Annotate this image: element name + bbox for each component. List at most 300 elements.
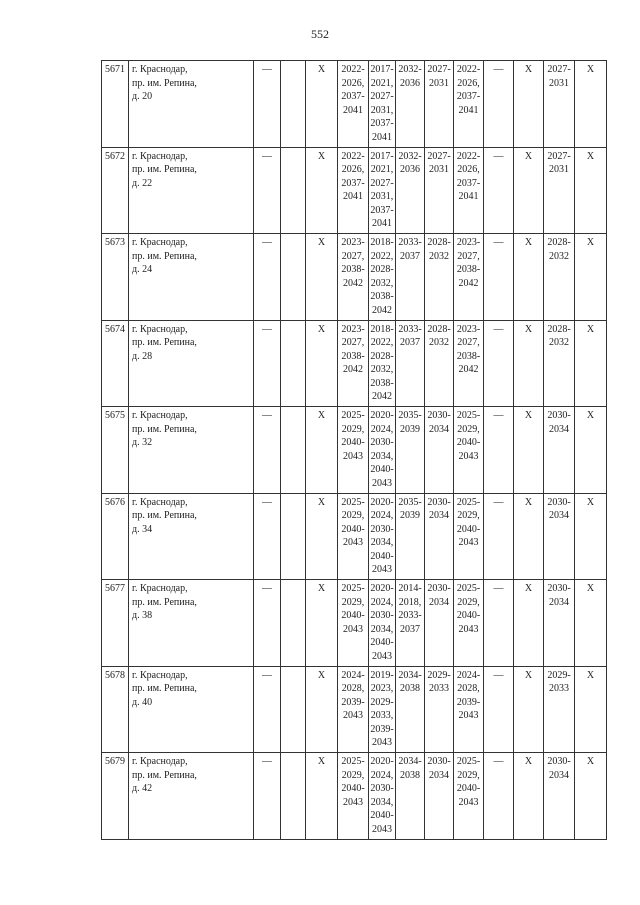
- c13-line: 2029-: [547, 669, 571, 681]
- c6-line: 2023-: [341, 237, 365, 248]
- address-line: г. Краснодар,: [132, 237, 188, 248]
- c7-line: 2018-: [370, 237, 394, 248]
- c6-line: 2037-: [341, 91, 365, 102]
- c7-line: 2027-: [370, 91, 394, 102]
- c11-value: —: [493, 64, 504, 75]
- period-cell: [454, 61, 484, 148]
- c14-value: X: [586, 64, 595, 75]
- table-row: [102, 666, 607, 753]
- c7-line: 2027-: [370, 177, 394, 189]
- c7-line: 2020-: [370, 496, 394, 508]
- mark-cell: [575, 61, 607, 148]
- c6-line: 2027,: [341, 337, 365, 348]
- c14-value: X: [586, 323, 595, 335]
- c10-line: 2025-: [456, 583, 481, 594]
- c7-line: 2042: [372, 304, 392, 316]
- period-cell: [369, 666, 396, 753]
- c7-line: 2043: [372, 477, 392, 489]
- period-cell: [454, 320, 484, 407]
- c9-line: 2034: [429, 510, 449, 521]
- address-cell: [129, 753, 254, 840]
- dash-cell: [484, 666, 514, 753]
- c7-line: 2041: [372, 131, 392, 143]
- mark-cell: [575, 234, 607, 321]
- c12-value: X: [524, 237, 533, 248]
- period-cell: [338, 320, 369, 407]
- address-line: д. 34: [132, 523, 153, 535]
- c9-line: 2030-: [427, 756, 451, 767]
- c7-line: 2034,: [370, 796, 394, 808]
- period-cell: [425, 320, 454, 407]
- c7-line: 2023,: [370, 683, 394, 694]
- c7-line: 2041: [372, 218, 392, 229]
- c6-line: 2025-: [341, 410, 365, 421]
- c8-line: 2035-: [398, 496, 422, 508]
- id-value: 5675: [105, 410, 125, 421]
- dash-cell: [484, 493, 514, 580]
- c10-line: 2043: [458, 450, 479, 462]
- c10-line: 2025-: [456, 410, 481, 421]
- id-value: 5677: [105, 583, 125, 594]
- c7-line: 2040-: [370, 810, 394, 821]
- dash-cell: [254, 666, 281, 753]
- period-cell: [454, 407, 484, 494]
- c13-line: 2030-: [547, 410, 571, 421]
- c5-value: X: [317, 64, 326, 75]
- c10-line: 2043: [458, 796, 479, 808]
- id-value: 5679: [105, 756, 125, 767]
- c11-value: —: [493, 410, 504, 421]
- c6-line: 2025-: [341, 496, 365, 508]
- c10-line: 2041: [458, 191, 479, 202]
- c10-line: 2023-: [456, 323, 481, 335]
- c8-line: 2038: [400, 683, 420, 694]
- c7-line: 2038-: [370, 291, 394, 302]
- period-cell: [425, 753, 454, 840]
- period-cell: [425, 147, 454, 234]
- address-line: г. Краснодар,: [132, 64, 188, 75]
- c8-line: 2037: [400, 623, 420, 635]
- c3-value: —: [262, 496, 272, 508]
- period-cell: [544, 580, 575, 667]
- period-cell: [454, 580, 484, 667]
- dash-cell: [484, 753, 514, 840]
- c6-line: 2027,: [341, 250, 365, 262]
- c7-line: 2037-: [370, 118, 394, 129]
- c12-value: X: [524, 756, 533, 767]
- c12-value: X: [524, 669, 533, 681]
- c10-line: 2042: [458, 277, 479, 289]
- c10-line: 2025-: [456, 756, 481, 767]
- c7-line: 2043: [372, 650, 392, 662]
- c8-line: 2035-: [398, 410, 422, 421]
- c8-line: 2038: [400, 769, 420, 781]
- table-row: [102, 407, 607, 494]
- address-line: д. 32: [132, 437, 153, 448]
- c8-line: 2033-: [398, 610, 422, 621]
- c6-line: 2042: [343, 277, 363, 289]
- c9-line: 2030-: [427, 496, 451, 508]
- c6-line: 2039-: [341, 696, 365, 708]
- c9-line: 2034: [429, 769, 449, 781]
- c8-line: 2033-: [398, 323, 422, 335]
- c10-line: 2038-: [456, 264, 481, 275]
- period-cell: [544, 493, 575, 580]
- period-cell: [396, 234, 425, 321]
- c14-value: X: [586, 237, 595, 248]
- table-row: [102, 580, 607, 667]
- c7-line: 2021,: [370, 77, 394, 89]
- c7-line: 2032,: [370, 364, 394, 375]
- period-cell: [544, 320, 575, 407]
- row-id-cell: [102, 493, 129, 580]
- dash-cell: [484, 320, 514, 407]
- period-cell: [396, 753, 425, 840]
- period-cell: [338, 493, 369, 580]
- page-number: 552: [311, 27, 329, 41]
- c6-line: 2026,: [341, 77, 365, 89]
- address-line: пр. им. Репина,: [132, 250, 197, 262]
- mark-cell: [514, 493, 544, 580]
- c6-line: 2042: [343, 364, 363, 375]
- address-line: пр. им. Репина,: [132, 596, 197, 608]
- period-cell: [338, 61, 369, 148]
- c13-line: 2028-: [547, 323, 571, 335]
- mark-cell: [514, 753, 544, 840]
- address-line: г. Краснодар,: [132, 583, 188, 594]
- c3-value: —: [262, 64, 272, 75]
- c6-line: 2023-: [341, 323, 365, 335]
- period-cell: [544, 666, 575, 753]
- address-cell: [129, 320, 254, 407]
- address-cell: [129, 493, 254, 580]
- c7-line: 2030-: [370, 610, 394, 621]
- address-line: г. Краснодар,: [132, 150, 188, 162]
- c7-line: 2017-: [370, 64, 394, 75]
- c8-line: 2037: [400, 337, 420, 348]
- mark-cell: [514, 234, 544, 321]
- c5-value: X: [317, 237, 326, 248]
- c3-value: —: [262, 410, 272, 421]
- c6-line: 2037-: [341, 177, 365, 189]
- c7-line: 2020-: [370, 756, 394, 767]
- c12-value: X: [524, 410, 533, 421]
- c8-line: 2039: [400, 423, 420, 435]
- period-cell: [544, 234, 575, 321]
- c5-value: X: [317, 583, 326, 594]
- address-line: пр. им. Репина,: [132, 683, 197, 694]
- c7-line: 2040-: [370, 637, 394, 648]
- c13-line: 2034: [549, 423, 569, 435]
- c10-line: 2040-: [456, 437, 481, 448]
- c10-line: 2028,: [457, 683, 480, 694]
- period-cell: [369, 61, 396, 148]
- c12-value: X: [524, 64, 533, 75]
- c8-line: 2036: [400, 77, 420, 89]
- c10-line: 2027,: [457, 337, 480, 348]
- empty-cell: [281, 147, 306, 234]
- c7-line: 2038-: [370, 377, 394, 389]
- c10-line: 2023-: [456, 237, 481, 248]
- c10-line: 2024-: [456, 669, 481, 681]
- c6-line: 2029,: [341, 423, 365, 435]
- c11-value: —: [493, 756, 504, 767]
- c6-line: 2025-: [341, 583, 365, 594]
- c9-line: 2030-: [427, 410, 451, 421]
- period-cell: [396, 493, 425, 580]
- period-cell: [338, 407, 369, 494]
- address-line: д. 22: [132, 177, 153, 189]
- period-cell: [369, 147, 396, 234]
- dash-cell: [254, 320, 281, 407]
- c8-line: 2037: [400, 250, 420, 262]
- c7-line: 2043: [372, 737, 392, 748]
- c13-line: 2031: [549, 164, 569, 175]
- c7-line: 2032,: [370, 277, 394, 289]
- address-line: д. 42: [132, 783, 153, 794]
- c9-line: 2031: [429, 164, 449, 175]
- c10-line: 2037-: [456, 177, 481, 189]
- period-cell: [369, 580, 396, 667]
- row-id-cell: [102, 234, 129, 321]
- c10-line: 2040-: [456, 523, 481, 535]
- c13-line: 2031: [549, 77, 569, 89]
- c10-line: 2043: [458, 710, 479, 721]
- c3-value: —: [262, 323, 272, 335]
- table-row: [102, 320, 607, 407]
- address-cell: [129, 580, 254, 667]
- address-cell: [129, 407, 254, 494]
- c3-value: —: [262, 756, 272, 767]
- c6-line: 2029,: [341, 769, 365, 781]
- period-cell: [544, 407, 575, 494]
- dash-cell: [254, 61, 281, 148]
- c7-line: 2031,: [370, 104, 394, 116]
- period-cell: [425, 61, 454, 148]
- c6-line: 2040-: [341, 610, 365, 621]
- c13-line: 2034: [549, 596, 569, 608]
- mark-cell: [306, 666, 338, 753]
- c9-line: 2027-: [427, 64, 451, 75]
- c5-value: X: [317, 410, 326, 421]
- c10-line: 2039-: [456, 696, 481, 708]
- dash-cell: [254, 234, 281, 321]
- dash-cell: [254, 493, 281, 580]
- address-line: д. 28: [132, 350, 153, 362]
- period-cell: [454, 493, 484, 580]
- dash-cell: [484, 580, 514, 667]
- c6-line: 2041: [343, 191, 363, 202]
- period-cell: [396, 320, 425, 407]
- c10-line: 2042: [458, 364, 479, 375]
- c13-line: 2030-: [547, 756, 571, 767]
- c11-value: —: [493, 669, 504, 681]
- period-cell: [544, 61, 575, 148]
- c7-line: 2030-: [370, 523, 394, 535]
- c8-line: 2034-: [398, 756, 422, 767]
- c5-value: X: [317, 496, 326, 508]
- c10-line: 2027,: [457, 250, 480, 262]
- c9-line: 2034: [429, 423, 449, 435]
- c6-line: 2043: [343, 710, 363, 721]
- mark-cell: [514, 666, 544, 753]
- id-value: 5673: [105, 237, 125, 248]
- row-id-cell: [102, 147, 129, 234]
- mark-cell: [306, 407, 338, 494]
- address-line: д. 38: [132, 610, 153, 621]
- c6-line: 2043: [343, 796, 363, 808]
- c6-line: 2028,: [341, 683, 365, 694]
- c6-line: 2041: [343, 104, 363, 116]
- address-line: д. 24: [132, 264, 153, 275]
- c10-line: 2022-: [456, 150, 481, 162]
- period-cell: [396, 61, 425, 148]
- c9-line: 2031: [429, 77, 449, 89]
- mark-cell: [514, 407, 544, 494]
- c6-line: 2040-: [341, 783, 365, 794]
- c9-line: 2029-: [427, 669, 451, 681]
- mark-cell: [514, 61, 544, 148]
- c6-line: 2038-: [341, 264, 365, 275]
- row-id-cell: [102, 320, 129, 407]
- c10-line: 2022-: [456, 64, 481, 75]
- c10-line: 2029,: [457, 510, 480, 521]
- c8-line: 2018,: [398, 596, 422, 608]
- mark-cell: [575, 666, 607, 753]
- period-cell: [425, 493, 454, 580]
- period-cell: [338, 753, 369, 840]
- period-cell: [369, 753, 396, 840]
- c9-line: 2027-: [427, 150, 451, 162]
- c7-line: 2043: [372, 564, 392, 575]
- c7-line: 2028-: [370, 350, 394, 362]
- c13-line: 2032: [549, 337, 569, 348]
- row-id-cell: [102, 407, 129, 494]
- dash-cell: [254, 147, 281, 234]
- c7-line: 2019-: [370, 669, 394, 681]
- period-cell: [338, 147, 369, 234]
- c7-line: 2037-: [370, 204, 394, 216]
- c7-line: 2024,: [370, 769, 394, 781]
- c7-line: 2029-: [370, 696, 394, 708]
- mark-cell: [575, 320, 607, 407]
- c7-line: 2040-: [370, 464, 394, 475]
- c3-value: —: [262, 583, 272, 594]
- address-line: пр. им. Репина,: [132, 423, 197, 435]
- period-cell: [369, 320, 396, 407]
- id-value: 5678: [105, 669, 125, 681]
- period-cell: [425, 407, 454, 494]
- period-cell: [396, 580, 425, 667]
- id-value: 5676: [105, 496, 125, 508]
- c7-line: 2021,: [370, 164, 394, 175]
- id-value: 5672: [105, 150, 125, 162]
- c13-line: 2027-: [547, 150, 571, 162]
- c8-line: 2032-: [398, 64, 422, 75]
- mark-cell: [306, 580, 338, 667]
- c9-line: 2028-: [427, 323, 451, 335]
- c10-line: 2038-: [456, 350, 481, 362]
- c5-value: X: [317, 669, 326, 681]
- address-cell: [129, 234, 254, 321]
- period-cell: [544, 147, 575, 234]
- period-cell: [369, 234, 396, 321]
- c6-line: 2025-: [341, 756, 365, 767]
- address-line: пр. им. Репина,: [132, 77, 197, 89]
- c14-value: X: [586, 583, 595, 594]
- address-line: д. 20: [132, 91, 153, 102]
- dash-cell: [484, 234, 514, 321]
- c14-value: X: [586, 496, 595, 508]
- c13-line: 2034: [549, 510, 569, 521]
- c7-line: 2031,: [370, 191, 394, 202]
- c10-line: 2025-: [456, 496, 481, 508]
- c5-value: X: [317, 150, 326, 162]
- c11-value: —: [493, 496, 504, 508]
- address-line: г. Краснодар,: [132, 756, 188, 767]
- c11-value: —: [493, 150, 504, 162]
- c13-line: 2027-: [547, 64, 571, 75]
- c11-value: —: [493, 583, 504, 594]
- address-cell: [129, 61, 254, 148]
- mark-cell: [575, 580, 607, 667]
- c9-line: 2033: [429, 683, 449, 694]
- period-cell: [454, 753, 484, 840]
- table-row: [102, 493, 607, 580]
- c9-line: 2030-: [427, 583, 451, 594]
- empty-cell: [281, 407, 306, 494]
- mark-cell: [306, 234, 338, 321]
- c13-line: 2034: [549, 769, 569, 781]
- c7-line: 2033,: [370, 710, 394, 721]
- period-cell: [425, 234, 454, 321]
- address-line: пр. им. Репина,: [132, 510, 197, 521]
- c9-line: 2028-: [427, 237, 451, 248]
- row-id-cell: [102, 666, 129, 753]
- row-id-cell: [102, 580, 129, 667]
- c6-line: 2026,: [341, 164, 365, 175]
- c8-line: 2014-: [398, 583, 422, 594]
- c6-line: 2022-: [341, 150, 365, 162]
- mark-cell: [514, 147, 544, 234]
- c10-line: 2040-: [456, 610, 481, 621]
- c13-line: 2033: [549, 683, 569, 694]
- mark-cell: [575, 147, 607, 234]
- mark-cell: [575, 493, 607, 580]
- c10-line: 2043: [458, 537, 479, 548]
- dash-cell: [254, 753, 281, 840]
- period-cell: [338, 580, 369, 667]
- c5-value: X: [317, 756, 326, 767]
- row-id-cell: [102, 753, 129, 840]
- c6-line: 2038-: [341, 350, 365, 362]
- c7-line: 2024,: [370, 423, 394, 435]
- period-cell: [454, 666, 484, 753]
- c7-line: 2034,: [370, 537, 394, 548]
- c14-value: X: [586, 756, 595, 767]
- c10-line: 2041: [458, 104, 479, 116]
- dash-cell: [254, 580, 281, 667]
- c3-value: —: [262, 150, 272, 162]
- c6-line: 2022-: [341, 64, 365, 75]
- c8-line: 2034-: [398, 669, 422, 681]
- mark-cell: [306, 753, 338, 840]
- period-cell: [425, 580, 454, 667]
- c13-line: 2032: [549, 250, 569, 262]
- address-line: пр. им. Репина,: [132, 769, 197, 781]
- c13-line: 2028-: [547, 237, 571, 248]
- c8-line: 2036: [400, 164, 420, 175]
